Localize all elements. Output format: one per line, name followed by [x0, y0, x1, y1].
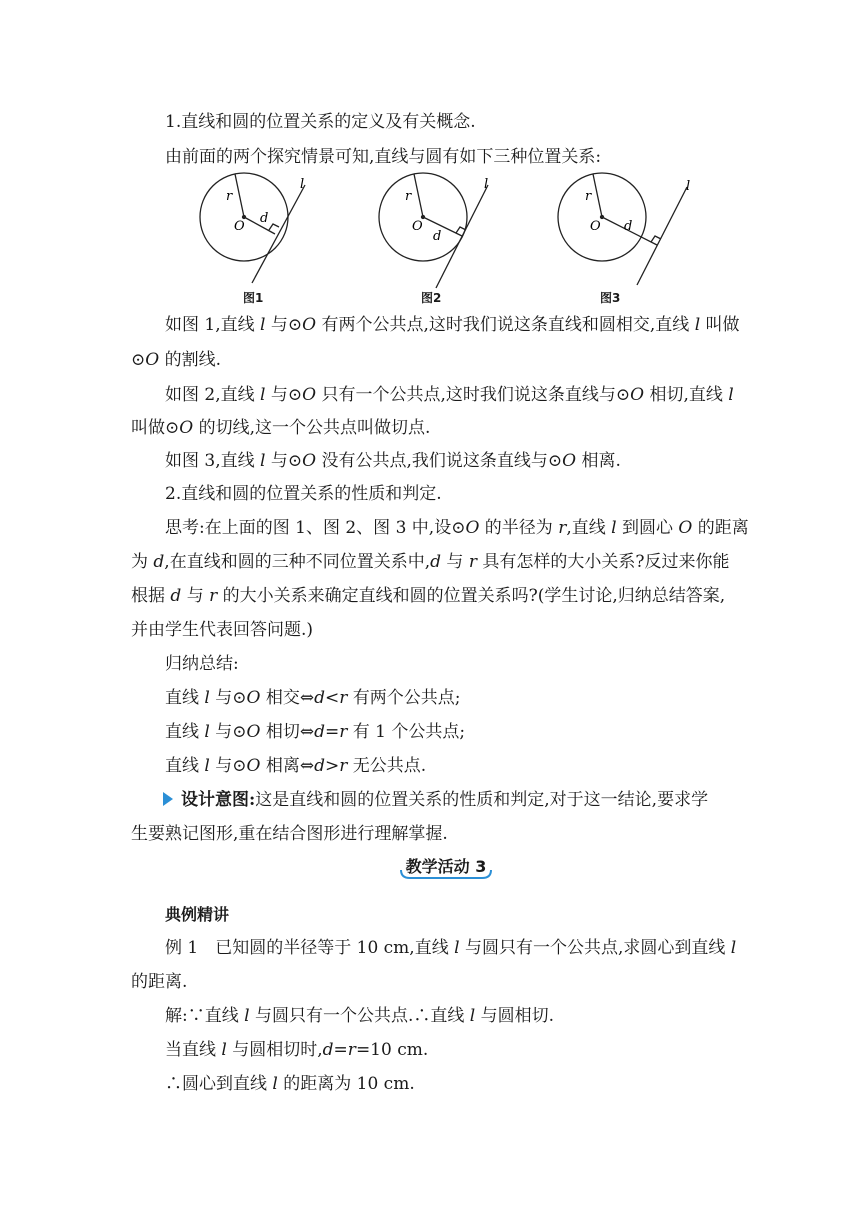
design-intent-line1: 设计意图:这是直线和圆的位置关系的性质和判定,对于这一结论,要求学 — [163, 790, 708, 810]
solution-line1: 解:∵直线 l 与圆只有一个公共点.∴直线 l 与圆相切. — [165, 1006, 555, 1026]
fig1-paragraph-line2: ⊙O 的割线. — [131, 350, 221, 370]
figures — [190, 168, 710, 308]
example1-line2: 的距离. — [131, 972, 188, 992]
fig1-o: O — [234, 219, 245, 234]
figure-1 — [200, 173, 305, 283]
fig2-l: l — [484, 177, 489, 192]
triangle-marker-icon — [163, 792, 173, 806]
fig3-paragraph: 如图 3,直线 l 与⊙O 没有公共点,我们说这条直线与⊙O 相离. — [165, 451, 621, 471]
intro-text: 由前面的两个探究情景可知,直线与圆有如下三种位置关系: — [165, 147, 602, 167]
think-line3: 根据 d 与 r 的大小关系来确定直线和圆的位置关系吗?(学生讨论,归纳总结答案, — [131, 586, 726, 606]
fig2-r: r — [405, 189, 412, 204]
fig3-r: r — [585, 189, 592, 204]
think-line4: 并由学生代表回答问题.) — [131, 620, 314, 640]
example1-line1: 例 1 已知圆的半径等于 10 cm,直线 l 与圆只有一个公共点,求圆心到直线 l — [165, 938, 737, 958]
fig2-d: d — [433, 229, 442, 244]
fig1-l: l — [300, 177, 305, 192]
fig2-caption: 图2 — [421, 291, 442, 305]
fig2-paragraph-line1: 如图 2,直线 l 与⊙O 只有一个公共点,这时我们说这条直线与⊙O 相切,直线 l — [165, 385, 734, 405]
activity-badge — [400, 856, 492, 882]
section2-title: 2.直线和圆的位置关系的性质和判定. — [165, 484, 442, 504]
fig2-paragraph-line2: 叫做⊙O 的切线,这一个公共点叫做切点. — [131, 418, 431, 438]
design-intent-line2: 生要熟记图形,重在结合图形进行理解掌握. — [131, 824, 448, 844]
summary-title: 归纳总结: — [165, 654, 239, 674]
solution-line3: ∴圆心到直线 l 的距离为 10 cm. — [165, 1074, 415, 1094]
summary-item: 直线 l 与⊙O 相交⇔d<r 有两个公共点; — [165, 688, 461, 708]
summary-item: 直线 l 与⊙O 相切⇔d=r 有 1 个公共点; — [165, 722, 466, 742]
activity-label: 教学活动 3 — [405, 857, 487, 876]
fig2-o: O — [412, 219, 423, 234]
example-heading: 典例精讲 — [165, 905, 230, 924]
fig1-r: r — [226, 189, 233, 204]
fig3-o: O — [590, 219, 601, 234]
fig3-l: l — [686, 179, 691, 194]
fig1-paragraph-line1: 如图 1,直线 l 与⊙O 有两个公共点,这时我们说这条直线和圆相交,直线 l 叫做 — [165, 315, 740, 335]
fig1-d: d — [260, 211, 269, 226]
figure-3 — [558, 173, 687, 285]
think-line1: 思考:在上面的图 1、图 2、图 3 中,设⊙O 的半径为 r,直线 l 到圆心 O 的距离 — [165, 518, 749, 538]
fig1-caption: 图1 — [243, 291, 264, 305]
fig3-d: d — [624, 219, 633, 234]
solution-line2: 当直线 l 与圆相切时,d=r=10 cm. — [165, 1040, 429, 1060]
think-line2: 为 d,在直线和圆的三种不同位置关系中,d 与 r 具有怎样的大小关系?反过来你能 — [131, 552, 730, 572]
fig3-caption: 图3 — [600, 291, 621, 305]
section1-title: 1.直线和圆的位置关系的定义及有关概念. — [165, 112, 476, 132]
summary-item: 直线 l 与⊙O 相离⇔d>r 无公共点. — [165, 756, 427, 776]
